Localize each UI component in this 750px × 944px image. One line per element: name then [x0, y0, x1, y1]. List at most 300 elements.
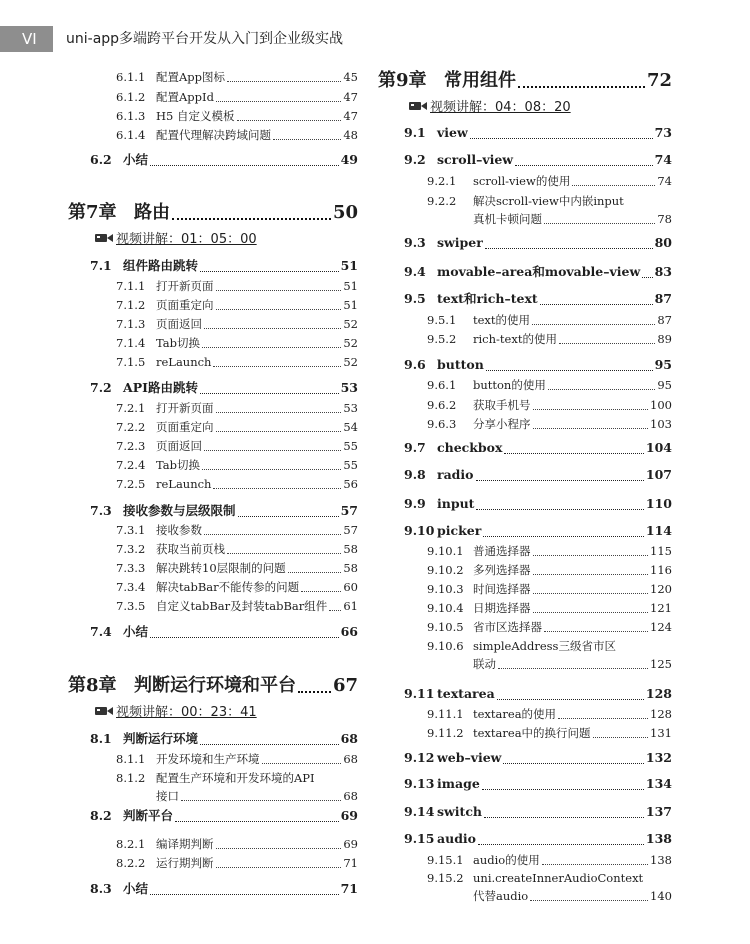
toc-section-entry[interactable] — [90, 806, 358, 826]
toc-entry-number: 8.3 — [90, 881, 112, 896]
toc-entry-number: 9.3 — [404, 235, 426, 250]
toc-entry-title: 获取当前页栈 — [156, 542, 225, 556]
toc-subsection-entry[interactable] — [116, 540, 358, 558]
toc-subsection-entry[interactable] — [427, 637, 672, 673]
toc-entry-number: 9.12 — [404, 750, 435, 765]
toc-subsection-entry[interactable] — [116, 835, 358, 853]
toc-subsection-entry[interactable] — [116, 418, 358, 436]
toc-page-number: 71 — [343, 856, 358, 870]
toc-chapter-entry[interactable] — [378, 68, 672, 94]
toc-page-number: 87 — [654, 291, 672, 306]
dot-leader — [533, 428, 649, 429]
toc-entry-number: 9.10.4 — [427, 601, 464, 615]
toc-entry-title: 判断平台 — [123, 808, 174, 823]
toc-entry-number: 9.10.3 — [427, 582, 464, 596]
dot-leader — [227, 553, 341, 554]
toc-subsection-entry[interactable] — [427, 599, 672, 617]
dot-leader — [532, 324, 655, 325]
toc-section-entry[interactable] — [90, 501, 358, 521]
toc-entry-number: 9.15 — [404, 831, 435, 846]
toc-page-number: 45 — [343, 70, 358, 84]
toc-entry-number: 9.15.2 — [427, 871, 464, 885]
toc-entry-title: web–view — [437, 750, 502, 765]
toc-entry-number: 9.6.3 — [427, 417, 457, 431]
toc-entry-number: 6.1.4 — [116, 128, 146, 142]
toc-entry-number: 第7章 — [68, 202, 117, 223]
dot-leader — [298, 691, 331, 693]
toc-entry-title: textarea中的换行问题 — [473, 726, 591, 740]
toc-entry-title: audio的使用 — [473, 853, 540, 867]
toc-page-number: 83 — [654, 264, 672, 279]
toc-page-number: 58 — [343, 561, 358, 575]
toc-page-number: 52 — [343, 336, 358, 350]
toc-subsection-entry[interactable] — [116, 399, 358, 417]
video-duration-link[interactable] — [94, 231, 257, 249]
toc-entry-title: text的使用 — [473, 313, 531, 327]
dot-leader — [533, 612, 649, 613]
toc-section-entry[interactable] — [404, 262, 672, 282]
toc-page-number: 50 — [332, 202, 358, 223]
dot-leader — [237, 120, 342, 121]
dot-leader — [533, 574, 649, 575]
toc-entry-title: scroll–view — [437, 152, 514, 167]
toc-subsection-entry[interactable] — [116, 559, 358, 577]
toc-subsection-entry[interactable] — [116, 315, 358, 333]
toc-page-number: 69 — [343, 837, 358, 851]
toc-section-entry[interactable] — [404, 748, 672, 768]
toc-entry-number: 9.8 — [404, 467, 426, 482]
toc-entry-title: checkbox — [437, 440, 503, 455]
toc-page-number: 60 — [343, 580, 358, 594]
toc-entry-title: 接收参数与层级限制 — [123, 503, 236, 518]
toc-subsection-entry[interactable] — [116, 854, 358, 872]
dot-leader — [544, 223, 655, 224]
toc-entry-title: reLaunch — [156, 477, 212, 491]
dot-leader — [329, 610, 341, 611]
toc-entry-title: audio — [437, 831, 477, 846]
toc-subsection-entry[interactable] — [116, 334, 358, 352]
toc-page-number: 68 — [343, 789, 358, 803]
toc-entry-title: 配置代理解决跨域问题 — [156, 128, 271, 142]
toc-entry-title: 配置AppId — [156, 90, 214, 104]
toc-section-entry[interactable] — [404, 521, 672, 541]
toc-entry-number: 9.6.2 — [427, 398, 457, 412]
toc-entry-title: 小结 — [123, 881, 149, 896]
toc-section-entry[interactable] — [404, 494, 672, 514]
toc-entry-number: 9.10 — [404, 523, 435, 538]
dot-leader — [504, 453, 643, 454]
toc-page-number: 103 — [650, 417, 672, 431]
dot-leader — [202, 469, 341, 470]
toc-section-entry[interactable] — [404, 355, 672, 375]
toc-entry-title: 自定义tabBar及封装tabBar组件 — [156, 599, 328, 613]
dot-leader — [204, 450, 341, 451]
dot-leader — [518, 86, 645, 88]
toc-entry-title: H5 自定义模板 — [156, 109, 235, 123]
toc-subsection-entry[interactable] — [116, 277, 358, 295]
toc-entry-number: 7.2.1 — [116, 401, 146, 415]
toc-entry-title: 多列选择器 — [473, 563, 531, 577]
toc-entry-title: button的使用 — [473, 378, 546, 392]
toc-page-number: 74 — [657, 174, 672, 188]
toc-page-number: 95 — [657, 378, 672, 392]
toc-page-number: 114 — [645, 523, 672, 538]
toc-page-number: 47 — [343, 90, 358, 104]
toc-subsection-entry[interactable] — [116, 88, 358, 106]
toc-entry-number: 第8章 — [68, 675, 117, 696]
toc-entry-title: 解决scroll-view中内嵌input — [473, 194, 624, 208]
dot-leader — [544, 631, 648, 632]
toc-entry-title: 普通选择器 — [473, 544, 531, 558]
toc-entry-title: 页面重定向 — [156, 420, 214, 434]
toc-entry-title: 运行期判断 — [156, 856, 214, 870]
toc-entry-title: 小结 — [123, 624, 149, 639]
toc-page-number: 87 — [657, 313, 672, 327]
toc-subsection-entry[interactable] — [116, 296, 358, 314]
toc-page-number: 134 — [645, 776, 672, 791]
dot-leader — [216, 431, 342, 432]
toc-page-number: 131 — [650, 726, 672, 740]
toc-subsection-entry[interactable] — [427, 172, 672, 190]
toc-page-number: 48 — [343, 128, 358, 142]
toc-subsection-entry[interactable] — [427, 561, 672, 579]
toc-entry-number: 9.15.1 — [427, 853, 464, 867]
toc-entry-number: 7.4 — [90, 624, 112, 639]
dot-leader — [533, 593, 649, 594]
toc-entry-number: 8.1.1 — [116, 752, 146, 766]
toc-section-entry[interactable] — [404, 150, 672, 170]
toc-entry-number: 7.1 — [90, 258, 112, 273]
toc-entry-number: 7.2.5 — [116, 477, 146, 491]
toc-entry-number: 8.1 — [90, 731, 112, 746]
toc-entry-title: 打开新页面 — [156, 401, 214, 415]
toc-entry-title-continued: 真机卡顿问题 — [473, 212, 542, 226]
toc-page-number: 128 — [645, 686, 672, 701]
toc-subsection-entry[interactable] — [116, 353, 358, 371]
toc-entry-number: 7.3.4 — [116, 580, 146, 594]
toc-entry-number: 7.3 — [90, 503, 112, 518]
toc-entry-number: 7.1.2 — [116, 298, 146, 312]
toc-subsection-entry[interactable] — [116, 456, 358, 474]
toc-entry-title: 判断运行环境 — [123, 731, 199, 746]
toc-entry-number: 9.1 — [404, 125, 426, 140]
toc-page-number: 47 — [343, 109, 358, 123]
toc-entry-number: 7.2.3 — [116, 439, 146, 453]
dot-leader — [150, 637, 339, 638]
dot-leader — [470, 138, 653, 139]
toc-page-number: 116 — [650, 563, 672, 577]
toc-subsection-entry[interactable] — [116, 578, 358, 596]
dot-leader — [476, 509, 643, 510]
toc-section-entry[interactable] — [404, 233, 672, 253]
toc-entry-number: 9.11 — [404, 686, 435, 701]
toc-page-number: 125 — [650, 657, 672, 671]
toc-entry-title: 省市区选择器 — [473, 620, 542, 634]
toc-entry-number: 8.2.1 — [116, 837, 146, 851]
toc-entry-title: 时间选择器 — [473, 582, 531, 596]
dot-leader — [200, 744, 339, 745]
dot-leader — [533, 409, 649, 410]
toc-entry-number: 9.11.1 — [427, 707, 464, 721]
dot-leader — [572, 185, 655, 186]
toc-entry-title: scroll-view的使用 — [473, 174, 571, 188]
toc-subsection-entry[interactable] — [427, 618, 672, 636]
toc-page-number: 68 — [343, 752, 358, 766]
toc-section-entry[interactable] — [404, 123, 672, 143]
toc-subsection-entry[interactable] — [427, 724, 672, 742]
toc-entry-title-continued: 联动 — [473, 657, 496, 671]
toc-page-number: 138 — [650, 853, 672, 867]
toc-entry-number: 9.13 — [404, 776, 435, 791]
toc-page-number: 95 — [654, 357, 672, 372]
toc-entry-title: movable–area和movable–view — [437, 264, 641, 279]
toc-entry-number: 7.1.5 — [116, 355, 146, 369]
dot-leader — [485, 248, 653, 249]
toc-page-number: 80 — [654, 235, 672, 250]
toc-page-number: 61 — [343, 599, 358, 613]
toc-entry-title: Tab切换 — [156, 336, 200, 350]
toc-page-number: 124 — [650, 620, 672, 634]
toc-entry-number: 第9章 — [378, 70, 427, 91]
video-duration-text: 视频讲解：00：23：41 — [116, 705, 257, 720]
toc-entry-number: 9.6 — [404, 357, 426, 372]
toc-page-number: 140 — [650, 889, 672, 903]
page-header — [0, 26, 750, 52]
toc-page-number: 67 — [332, 675, 358, 696]
toc-page-number: 69 — [340, 808, 358, 823]
dot-leader — [497, 699, 644, 700]
toc-entry-title: button — [437, 357, 484, 372]
toc-entry-number: 7.1.1 — [116, 279, 146, 293]
toc-subsection-entry[interactable] — [427, 311, 672, 329]
toc-entry-title: image — [437, 776, 480, 791]
toc-entry-number: 9.5.2 — [427, 332, 457, 346]
toc-entry-title: 页面返回 — [156, 439, 202, 453]
toc-entry-title: 打开新页面 — [156, 279, 214, 293]
toc-entry-title: 编译期判断 — [156, 837, 214, 851]
toc-section-entry[interactable] — [90, 378, 358, 398]
dot-leader — [482, 789, 644, 790]
toc-page-number: 120 — [650, 582, 672, 596]
toc-subsection-entry[interactable] — [116, 597, 358, 615]
toc-entry-number: 9.9 — [404, 496, 426, 511]
toc-page-number: 78 — [657, 212, 672, 226]
dot-leader — [533, 555, 649, 556]
toc-page-number: 138 — [645, 831, 672, 846]
dot-leader — [204, 328, 341, 329]
dot-leader — [558, 718, 648, 719]
toc-entry-number: 9.10.6 — [427, 639, 464, 653]
toc-entry-title: view — [437, 125, 468, 140]
toc-entry-number: 9.14 — [404, 804, 435, 819]
dot-leader — [213, 366, 341, 367]
toc-entry-title: API路由跳转 — [123, 380, 198, 395]
toc-section-entry[interactable] — [90, 622, 358, 642]
toc-subsection-entry[interactable] — [427, 376, 672, 394]
toc-subsection-entry[interactable] — [116, 769, 358, 805]
toc-chapter-entry[interactable] — [68, 200, 358, 226]
toc-entry-title: 判断运行环境和平台 — [134, 675, 296, 696]
dot-leader — [548, 389, 656, 390]
toc-subsection-entry[interactable] — [116, 475, 358, 493]
toc-entry-number: 7.2.2 — [116, 420, 146, 434]
toc-entry-title: switch — [437, 804, 483, 819]
toc-subsection-entry[interactable] — [116, 521, 358, 539]
dot-leader — [216, 412, 342, 413]
toc-page-number: 51 — [343, 298, 358, 312]
dot-leader — [530, 900, 648, 901]
toc-subsection-entry[interactable] — [116, 126, 358, 144]
toc-page-number: 71 — [340, 881, 358, 896]
dot-leader — [200, 393, 339, 394]
toc-subsection-entry[interactable] — [427, 330, 672, 348]
toc-entry-title: 常用组件 — [444, 70, 516, 91]
dot-leader — [262, 763, 342, 764]
toc-entry-title: reLaunch — [156, 355, 212, 369]
toc-entry-number: 7.3.3 — [116, 561, 146, 575]
toc-section-entry[interactable] — [404, 289, 672, 309]
toc-section-entry[interactable] — [90, 256, 358, 276]
toc-entry-title: 开发环境和生产环境 — [156, 752, 260, 766]
toc-entry-number: 8.2.2 — [116, 856, 146, 870]
dot-leader — [288, 572, 342, 573]
toc-subsection-entry[interactable] — [427, 542, 672, 560]
dot-leader — [478, 844, 644, 845]
dot-leader — [175, 821, 339, 822]
dot-leader — [540, 304, 653, 305]
toc-subsection-entry[interactable] — [427, 415, 672, 433]
toc-entry-title: swiper — [437, 235, 483, 250]
toc-entry-title: 路由 — [134, 202, 170, 223]
toc-entry-number: 9.10.1 — [427, 544, 464, 558]
dot-leader — [484, 817, 644, 818]
toc-page-number: 115 — [650, 544, 672, 558]
toc-entry-number: 9.7 — [404, 440, 426, 455]
toc-entry-title: 解决tabBar不能传参的问题 — [156, 580, 300, 594]
toc-subsection-entry[interactable] — [116, 750, 358, 768]
toc-section-entry[interactable] — [404, 829, 672, 849]
video-duration-text: 视频讲解：04：08：20 — [430, 100, 571, 115]
toc-page-number: 53 — [340, 380, 358, 395]
toc-page-number: 54 — [343, 420, 358, 434]
toc-entry-number: 8.1.2 — [116, 771, 146, 785]
dot-leader — [200, 271, 339, 272]
video-duration-link[interactable] — [408, 99, 571, 117]
toc-chapter-entry[interactable] — [68, 673, 358, 699]
toc-entry-number: 9.5.1 — [427, 313, 457, 327]
toc-page-number: 51 — [343, 279, 358, 293]
dot-leader — [216, 101, 341, 102]
toc-entry-number: 6.1.3 — [116, 109, 146, 123]
toc-entry-title: 接收参数 — [156, 523, 202, 537]
toc-entry-number: 6.1.1 — [116, 70, 146, 84]
toc-entry-number: 8.2 — [90, 808, 112, 823]
toc-subsection-entry[interactable] — [427, 869, 672, 905]
toc-subsection-entry[interactable] — [116, 437, 358, 455]
toc-subsection-entry[interactable] — [427, 396, 672, 414]
toc-page-number: 74 — [654, 152, 672, 167]
toc-entry-number: 6.1.2 — [116, 90, 146, 104]
toc-page-number: 56 — [343, 477, 358, 491]
toc-entry-title: 解决跳转10层限制的问题 — [156, 561, 286, 575]
running-title: uni-app多端跨平台开发从入门到企业级实战 — [66, 31, 344, 47]
toc-subsection-entry[interactable] — [427, 192, 672, 228]
toc-entry-number: 7.3.2 — [116, 542, 146, 556]
dot-leader — [216, 867, 342, 868]
dot-leader — [238, 516, 339, 517]
toc-entry-number: 7.2.4 — [116, 458, 146, 472]
toc-page-number: 132 — [645, 750, 672, 765]
toc-section-entry[interactable] — [404, 465, 672, 485]
toc-page-number: 121 — [650, 601, 672, 615]
toc-section-entry[interactable] — [90, 879, 358, 899]
toc-entry-title: radio — [437, 467, 474, 482]
toc-page-number: 89 — [657, 332, 672, 346]
toc-section-entry[interactable] — [404, 802, 672, 822]
toc-section-entry[interactable] — [404, 774, 672, 794]
dot-leader — [476, 480, 644, 481]
toc-entry-number: 9.10.5 — [427, 620, 464, 634]
dot-leader — [216, 309, 342, 310]
toc-entry-title: Tab切换 — [156, 458, 200, 472]
video-duration-link[interactable] — [94, 704, 257, 722]
toc-page-number: 57 — [343, 523, 358, 537]
toc-page-number: 104 — [645, 440, 672, 455]
toc-subsection-entry[interactable] — [116, 68, 358, 86]
toc-page-number: 55 — [343, 458, 358, 472]
toc-section-entry[interactable] — [90, 150, 358, 170]
page-number-badge: VI — [0, 26, 53, 52]
toc-entry-title: 配置生产环境和开发环境的API — [156, 771, 315, 785]
toc-section-entry[interactable] — [90, 729, 358, 749]
video-duration-text: 视频讲解：01：05：00 — [116, 232, 257, 247]
toc-entry-number: 7.1.3 — [116, 317, 146, 331]
dot-leader — [213, 488, 341, 489]
video-camera-icon — [94, 705, 114, 717]
dot-leader — [150, 165, 339, 166]
toc-entry-number: 7.3.5 — [116, 599, 146, 613]
toc-page-number: 72 — [646, 70, 672, 91]
toc-entry-number: 9.11.2 — [427, 726, 464, 740]
dot-leader — [227, 81, 341, 82]
toc-entry-number: 9.4 — [404, 264, 426, 279]
toc-entry-number: 7.3.1 — [116, 523, 146, 537]
toc-page-number: 100 — [650, 398, 672, 412]
toc-entry-number: 9.10.2 — [427, 563, 464, 577]
toc-subsection-entry[interactable] — [116, 107, 358, 125]
toc-page-number: 57 — [340, 503, 358, 518]
toc-section-entry[interactable] — [404, 684, 672, 704]
toc-subsection-entry[interactable] — [427, 851, 672, 869]
dot-leader — [542, 864, 648, 865]
toc-page-number: 49 — [340, 152, 358, 167]
dot-leader — [202, 347, 341, 348]
toc-entry-number: 7.2 — [90, 380, 112, 395]
toc-subsection-entry[interactable] — [427, 580, 672, 598]
toc-page-number: 107 — [645, 467, 672, 482]
toc-page-number: 137 — [645, 804, 672, 819]
dot-leader — [181, 800, 341, 801]
toc-entry-title-continued: 代替audio — [473, 889, 529, 903]
toc-entry-title: 页面重定向 — [156, 298, 214, 312]
toc-entry-title: 配置App图标 — [156, 70, 226, 84]
toc-entry-number: 9.5 — [404, 291, 426, 306]
toc-subsection-entry[interactable] — [427, 705, 672, 723]
toc-entry-title: picker — [437, 523, 482, 538]
video-camera-icon — [94, 232, 114, 244]
toc-section-entry[interactable] — [404, 438, 672, 458]
toc-entry-title: 组件路由跳转 — [123, 258, 199, 273]
